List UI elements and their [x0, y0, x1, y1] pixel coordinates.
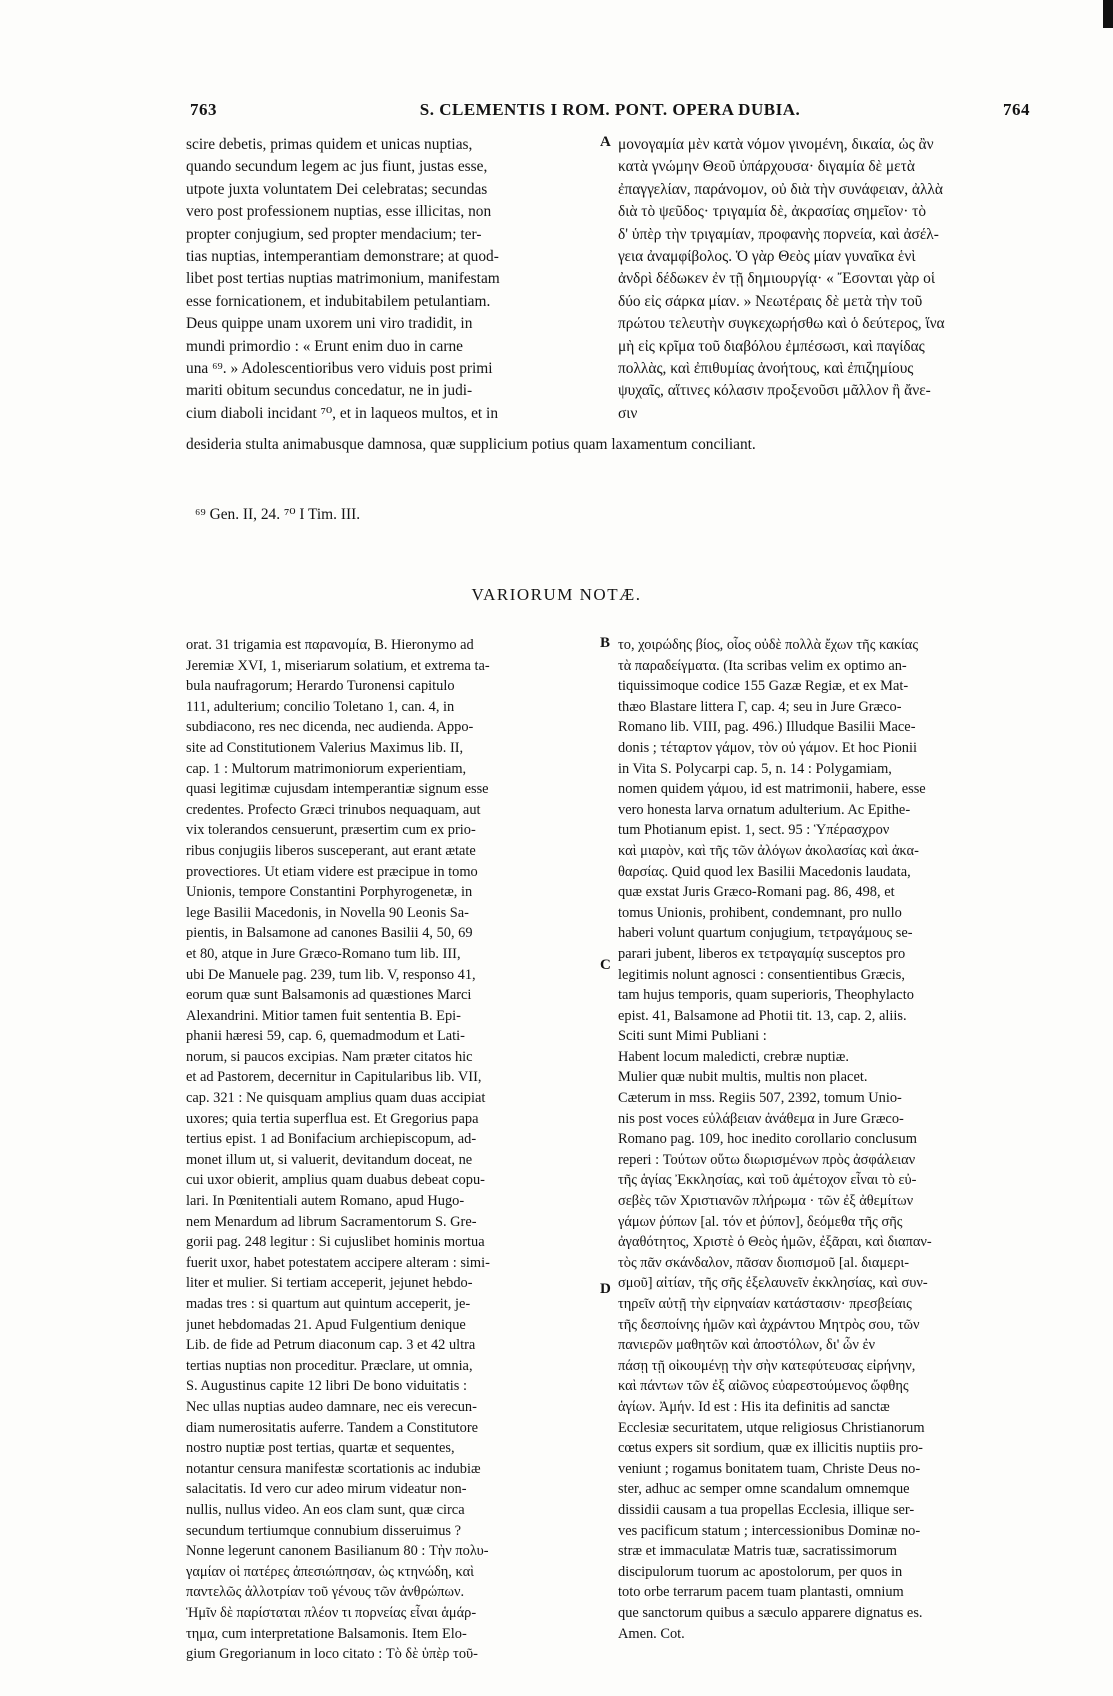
text-line: πάσῃ τῇ οἰκουμένῃ τὴν σὴν κατεφύτευσας εἰρήνην, [618, 1357, 916, 1374]
text-line: tertias nuptias non proceditur. Præclare, ut omnia, [186, 1357, 473, 1374]
text-line: orat. 31 trigamia est παρανομία, B. Hieronymo ad [186, 637, 474, 653]
section-heading: VARIORUM NOTÆ. [471, 585, 642, 604]
text-line: καὶ πάντων τῶν ἐξ αἰῶνος εὐαρεστούμενος ὤφθης [618, 1378, 909, 1395]
text-line: ψυχαῖς, αἵτινες κόλασιν προξενοῦσι μᾶλλον ἢ ἄνε- [618, 382, 931, 400]
text-line: γεια ἀναμφίβολος. Ὁ γὰρ Θεὸς μίαν γυναῖκα ἑνὶ [618, 247, 916, 265]
text-line: quæ exstat Juris Græco-Romani pag. 86, 498, et [618, 884, 895, 901]
text-line: vero honesta larva ornatum adulterium. Ac Epithe- [618, 801, 911, 818]
text-line: Ἡμῖν δὲ παρίσταται πλέον τι πορνείας εἶναι ἁμάρ- [186, 1604, 477, 1621]
text-line: ubi De Manuele pag. 239, tum lib. V, responso 41, [186, 966, 476, 983]
text-line: provectiores. Ut etiam videre est præcipue in tomo [186, 863, 478, 880]
text-line: nis post voces εὐλάβειαν ἀνάθεμα in Jure Græco- [618, 1110, 904, 1127]
text-line: τὰ παραδείγματα. (Ita scribas velim ex optimo an- [618, 657, 907, 674]
text-line: libet post tertias nuptias matrimonium, manifestam [186, 270, 500, 288]
text-line: tias nuptias, intemperantiam demonstrare; at quod- [186, 247, 499, 265]
text-line: notantur censura manifestæ scortationis ac indubiæ [186, 1460, 481, 1477]
text-line: thæo Blastare littera Γ, cap. 4; seu in Jure Græco- [618, 698, 902, 715]
footnote-references: ⁶⁹ Gen. II, 24. ⁷⁰ I Tim. III. [195, 506, 361, 523]
text-line: epist. 41, Balsamone ad Photii tit. 13, cap. 2, aliis. [618, 1007, 907, 1024]
text-line: δύο εἰς σάρκα μίαν. » Νεωτέραις δὲ μετὰ τὴν τοῦ [618, 292, 923, 310]
text-line: ἁγίων. Ἀμήν. Id est : His ita definitis ad sanctæ [618, 1398, 890, 1415]
text-line: Cæterum in mss. Regiis 507, 2392, tomum Unio- [618, 1090, 902, 1107]
text-line: σιν [618, 404, 638, 422]
text-line: lege Basilii Macedonis, in Novella 90 Leonis Sa- [186, 904, 469, 921]
text-line: διὰ τὸ ψεῦδος· τριγαμία δὲ, ἀκρασίας σημεῖον· τὸ [618, 203, 927, 221]
text-line: fuerit uxor, habet potestatem accipere alteram : simi- [186, 1254, 490, 1271]
text-line: in Vita S. Polycarpi cap. 5, n. 14 : Polygamiam, [618, 760, 892, 777]
text-line: subdiacono, res nec dicenda, nec audienda. Appo- [186, 719, 474, 736]
text-line: credentes. Profecto Græci trinubos nequaquam, aut [186, 801, 481, 818]
text-line: παντελῶς ἀλλοτρίαν τοῦ γένους τῶν ἀνθρώπων. [186, 1584, 465, 1601]
text-line: propter conjugium, sed propter mendacium; ter- [186, 225, 482, 243]
page-number-right: 764 [1003, 100, 1030, 119]
text-line: quasi legitimæ cujusdam intemperantiæ signum esse [186, 781, 489, 798]
text-line: diam numerositatis auferre. Tandem a Constitutore [186, 1419, 479, 1436]
text-line: S. Augustinus capite 12 libri De bono viduitatis : [186, 1378, 468, 1395]
text-line: γαμίαν οἱ πατέρες ἀπεσιώπησαν, ὡς κτηνώδη, καὶ [186, 1563, 475, 1580]
text-line: mundi primordio : « Erunt enim duo in carne [186, 337, 463, 355]
text-line: Romano pag. 109, hoc inedito corollario conclusum [618, 1131, 917, 1148]
text-line: nomen quidem γάμου, id est matrimonii, habere, esse [618, 781, 926, 798]
margin-marker-c: C [600, 957, 611, 973]
text-line: veniunt ; rogamus bonitatem tuam, Christe Deus no- [618, 1460, 921, 1477]
notes-right-column [618, 635, 1038, 1644]
text-line: τηρεῖν αὐτῇ τὴν εἰρηναίαν κατάστασιν· πρεσβείαις [618, 1296, 912, 1312]
text-line: καὶ μιαρὸν, καὶ τῆς τῶν ἀλόγων ἀκολασίας καὶ ἀκα- [618, 842, 919, 859]
text-line: ἀγαθότητος, Χριστὲ ὁ Θεὸς ἡμῶν, ἐξᾶραι, καὶ διαπαν- [618, 1234, 932, 1251]
text-line: Alexandrini. Mitior tamen fuit sententia B. Epi- [186, 1007, 461, 1024]
page-number-left: 763 [190, 100, 217, 119]
text-line: cœtus expers sit sordium, quæ ex illicitis nuptiis pro- [618, 1440, 923, 1457]
text-line: Habent locum maledicti, crebræ nuptiæ. [618, 1048, 849, 1065]
text-line: discipulorum tuorum ac apostolorum, per quos in [618, 1563, 903, 1580]
text-line: ves pacificum statum ; intercessionibus Dominæ no- [618, 1522, 921, 1539]
text-line: utpote juxta voluntatem Dei celebratas; secundas [186, 180, 488, 198]
text-line: Sciti sunt Mimi Publiani : [618, 1028, 767, 1045]
text-line: δ' ὑπὲρ τὴν τριγαμίαν, προφανὴς πορνεία, καὶ ἀσέλ- [618, 225, 939, 243]
text-line: gium Gregorianum in loco citato : Τὸ δὲ ὑπὲρ τοῦ- [186, 1646, 478, 1663]
text-line: site ad Constitutionem Valerius Maximus lib. II, [186, 739, 464, 756]
running-head [190, 100, 1030, 130]
text-line: σεβὲς τῶν Χριστιανῶν πλήρωμα · τῶν ἐξ ἀθεμίτων [618, 1193, 914, 1210]
text-line: liter et mulier. Si tertiam acceperit, jejunet hebdo- [186, 1275, 473, 1292]
text-line: κατὰ γνώμην Θεοῦ ὑπάρχουσα· διγαμία δὲ μετὰ [618, 158, 915, 176]
text-line: τῆς δεσποίνης ἡμῶν καὶ ἀχράντου Μητρὸς σου, τῶν [618, 1316, 920, 1333]
text-line: norum, si paucos excipias. Nam præter citatos hic [186, 1048, 473, 1065]
text-line: tum Photianum epist. 1, sect. 95 : Ὑπέρασχρον [618, 822, 890, 839]
text-line: toto orbe terrarum pacem tuam plantasti, omnium [618, 1584, 904, 1601]
text-line: et 80, atque in Jure Græco-Romano tum lib. III, [186, 945, 461, 962]
text-line: salacitatis. Id vero cur adeo mirum videatur non- [186, 1481, 467, 1498]
text-line: τημα, cum interpretatione Balsamonis. Item Elo- [186, 1625, 467, 1642]
text-line: 111, adulterium; concilio Toletano 1, can. 4, in [186, 698, 455, 715]
running-title: S. CLEMENTIS I ROM. PONT. OPERA DUBIA. [419, 100, 801, 119]
text-line: πρώτου τελευτὴν συγκεχωρήσθω καὶ ὁ δεύτερος, ἵνα [618, 315, 945, 333]
text-line: Deus quippe unam uxorem uni viro tradidit, in [186, 315, 473, 333]
text-line: Ecclesiæ securitatem, utque religiosus Christianorum [618, 1419, 925, 1436]
text-line: θαρσίας. Quid quod lex Basilii Macedonis laudata, [618, 863, 911, 880]
text-line: ἀνδρὶ δέδωκεν ἐν τῇ δημιουργίᾳ· « Ἔσονται γὰρ οἱ [618, 270, 935, 288]
text-line: ribus conjugiis liberos susceperant, aut erant ætate [186, 842, 476, 859]
text-line: scire debetis, primas quidem et unicas nuptias, [186, 136, 473, 153]
text-line: cap. 321 : Ne quisquam amplius quam duas accipiat [186, 1090, 486, 1107]
scan-edge-mark [1103, 0, 1113, 28]
text-line: vix tolerandos censuerunt, præsertim cum ex prio- [186, 822, 476, 839]
text-line: Lib. de fide ad Petrum diaconum cap. 3 et 42 ultra [186, 1337, 476, 1354]
text-line: eorum quæ sunt Balsamonis ad quæstiones Marci [186, 987, 472, 1004]
text-line: que sanctorum quibus a sæculo apparere dignatus es. [618, 1604, 923, 1621]
text-line: nullis, nullus video. An eos clam sunt, quæ circa [186, 1501, 465, 1518]
text-line: σμοῦ] αἰτίαν, τῆς σῆς ἐξελαυνεῖν ἐκκλησίας, καὶ συν- [618, 1275, 928, 1292]
text-line: monet illum ut, si valuerit, devitandum doceat, ne [186, 1151, 473, 1168]
text-line: donis ; τέταρτον γάμον, τὸν οὐ γάμον. Et hoc Pionii [618, 739, 917, 756]
text-line: mariti obitum secundus concedatur, ne in judi- [186, 382, 473, 400]
text-line: Nec ullas nuptias audeo damnare, nec eis verecun- [186, 1398, 477, 1415]
text-line: γάμων ῥύπων [al. τόν et ῥύπον], δεόμεθα τῆς σῆς [618, 1213, 903, 1230]
text-line: Mulier quæ nubit multis, multis non placet. [618, 1069, 868, 1086]
text-line: tomus Unionis, prohibent, condemnant, pro nullo [618, 904, 902, 921]
text-line: junet hebdomadas 21. Apud Fulgentium denique [186, 1316, 466, 1333]
text-line: πολλὰς, καὶ ἐπιθυμίας ἀνοήτους, καὶ ἐπιζημίους [618, 359, 914, 377]
text-line: μονογαμία μὲν κατὰ νόμον γινομένη, δικαία, ὡς ἂν [618, 136, 934, 153]
text-line: bula naufragorum; Herardo Turonensi capitulo [186, 678, 455, 695]
text-line: Jeremiæ XVI, 1, miseriarum solatium, et extrema ta- [186, 657, 490, 674]
text-line: τὸς πᾶν σκάνδαλον, πᾶσαν διοπισμοῦ [al. διαμερι- [618, 1254, 910, 1271]
notes-left-column [186, 635, 598, 1665]
text-line: gorii pag. 248 legitur : Si cujuslibet hominis mortua [186, 1234, 485, 1251]
text-line: τῆς ἁγίας Ἐκκλησίας, καὶ τοῦ ἀμέτοχον εἶναι τὸ εὐ- [618, 1172, 917, 1189]
text-line: parari jubent, liberos ex τετραγαμίᾳ susceptos pro [618, 945, 906, 962]
text-line: una ⁶⁹. » Adolescentioribus vero viduis post primi [186, 359, 493, 377]
text-line: cap. 1 : Multorum matrimoniorum experientiam, [186, 760, 467, 777]
text-line: reperi : Τούτων οὕτω διωρισμένων πρὸς ἀσφάλειαν [618, 1151, 916, 1168]
text-line: cium diaboli incidant ⁷⁰, et in laqueos multos, et in [186, 404, 499, 422]
main-text-closing-line: desideria stulta animabusque damnosa, quæ supplicium potius quam laxamentum conciliant. [186, 436, 756, 453]
text-line: haberi volunt quartum conjugium, τετραγάμους se- [618, 925, 913, 942]
text-line: tam hujus temporis, quam superioris, Theophylacto [618, 987, 914, 1004]
text-line: lari. In Pœnitentiali autem Romano, apud Hugo- [186, 1193, 465, 1210]
text-line: dissidii causam a tua propellas Ecclesia, illique ser- [618, 1501, 915, 1518]
text-line: tertius epist. 1 ad Bonifacium archiepiscopum, ad- [186, 1131, 477, 1148]
text-line: ster, adhuc ac semper omne scandalum omnemque [618, 1481, 910, 1498]
text-line: πανιερῶν μαθητῶν καὶ ἀποστόλων, δι' ὧν ἐν [618, 1337, 876, 1354]
text-line: pientis, in Balsamone ad canones Basilii 4, 50, 69 [186, 925, 473, 942]
text-line: esse fornicationem, et indubitabilem petulantiam. [186, 292, 491, 310]
text-line: Nonne legerunt canonem Basilianum 80 : Τὴν πολυ- [186, 1543, 489, 1560]
text-line: nostro nuptiæ post tertias, quartæ et sequentes, [186, 1440, 455, 1457]
text-line: nem Menardum ad librum Sacramentorum S. Gre- [186, 1213, 477, 1230]
text-line: μὴ εἰς κρῖμα τοῦ διαβόλου ἐμπέσωσι, καὶ παγίδας [618, 337, 925, 355]
text-line: stræ et immaculatæ Matris tuæ, sacratissimorum [618, 1543, 897, 1560]
margin-marker-d: D [600, 1281, 611, 1297]
text-line: vero post professionem nuptias, esse illicitas, non [186, 203, 492, 221]
text-line: cui uxor obierit, amplius quam duabus debeat copu- [186, 1172, 485, 1189]
text-line: ἐπαγγελίαν, παράνομον, οὐ διὰ τὴν συνάφειαν, ἀλλὰ [618, 180, 943, 198]
text-line: Romano lib. VIII, pag. 496.) Illudque Basilii Mace- [618, 719, 916, 736]
text-line: phanii hæresi 59, cap. 6, quemadmodum et Lati- [186, 1028, 465, 1045]
text-line: et ad Pastorem, decernitur in Capitularibus lib. VII, [186, 1069, 482, 1086]
text-line: madas tres : si quartum aut quintum acceperit, je- [186, 1296, 471, 1312]
text-line: legitimis nolunt agnosci : consentientibus Græcis, [618, 966, 905, 983]
greek-column [618, 134, 1038, 425]
text-line: Amen. Cot. [618, 1625, 685, 1642]
text-line: Unionis, tempore Constantini Porphyrogenetæ, in [186, 884, 473, 901]
text-line: uxores; quia tertia superflua est. Et Gregorius papa [186, 1110, 479, 1127]
margin-marker-b: B [600, 635, 611, 651]
latin-column [186, 134, 596, 425]
text-line: το, χοιρώδης βίος, οἷος οὐδὲ πολλὰ ἔχων τῆς κακίας [618, 637, 919, 653]
margin-marker-a: A [600, 134, 611, 150]
text-line: quando secundum legem ac jus fiunt, justas esse, [186, 158, 488, 176]
text-line: secundum tertiumque connubium disseruimus ? [186, 1522, 461, 1539]
text-line: tiquissimoque codice 155 Gazæ Regiæ, et ex Mat- [618, 678, 909, 695]
